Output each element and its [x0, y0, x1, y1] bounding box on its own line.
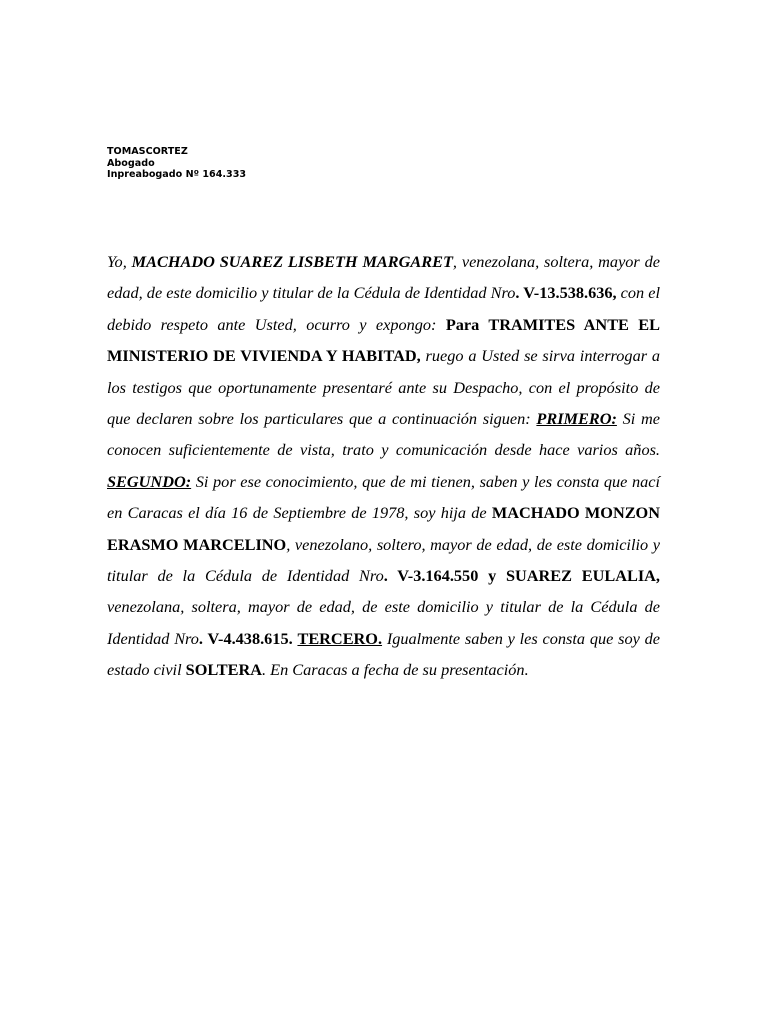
lawyer-registration: Inpreabogado Nº 164.333 [107, 169, 247, 181]
text-segment: Si por ese conocimiento, que de mi tienen, saben y les consta que nací en Caracas el día 16 de Septiembre de 1978, soy hija de [107, 471, 660, 523]
text-segment: ruego a Usted se sirva interrogar a los testigos que oportunamente presentaré ante su Despacho, con el propósito de que declaren sobre los particulares que a continuación siguen: [107, 346, 660, 429]
heading-primero: PRIMERO: [536, 409, 617, 429]
petition-paragraph [107, 246, 660, 686]
lawyer-name: TOMASCORTEZ [107, 146, 188, 157]
text-segment: con el debido respeto ante Usted, ocurro y expongo: [107, 283, 660, 334]
text-segment: Yo, [107, 252, 132, 271]
text-segment: Igualmente saben y les consta que soy de estado civil [107, 628, 660, 680]
text-segment: . En Caracas a fecha de su presentación. [262, 660, 529, 680]
father-name: MACHADO MONZON ERASMO MARCELINO [107, 503, 660, 554]
text-segment: Si me conocen suficientemente de vista, trato y comunicación desde hace varios años. [107, 409, 660, 460]
text-segment: , venezolana, soltera, mayor de edad, de este domicilio y titular de la Cédula de Identidad Nro [107, 252, 660, 303]
heading-segundo: SEGUNDO: [107, 471, 192, 491]
petitioner-name: MACHADO SUAREZ LISBETH MARGARET [131, 252, 453, 271]
lawyer-title: Abogado [107, 157, 155, 169]
text-segment: , venezolano, soltero, mayor de edad, de este domicilio y titular de la Cédula de Identidad Nro [107, 534, 660, 586]
letterhead [107, 146, 246, 181]
purpose-statement: Para TRAMITES ANTE EL MINISTERIO DE VIVIENDA Y HABITAD, [107, 314, 660, 366]
heading-tercero: TERCERO. [297, 628, 383, 648]
text-segment: venezolana, soltera, mayor de edad, de este domicilio y titular de la Cédula de Identidad Nro [107, 597, 660, 648]
father-id-mother-name: . V-3.164.550 y SUAREZ EULALIA, [383, 566, 660, 586]
mother-id: . V-4.438.615. [198, 628, 293, 648]
civil-status: SOLTERA [185, 660, 262, 680]
petitioner-id: . V-13.538.636, [515, 283, 617, 303]
